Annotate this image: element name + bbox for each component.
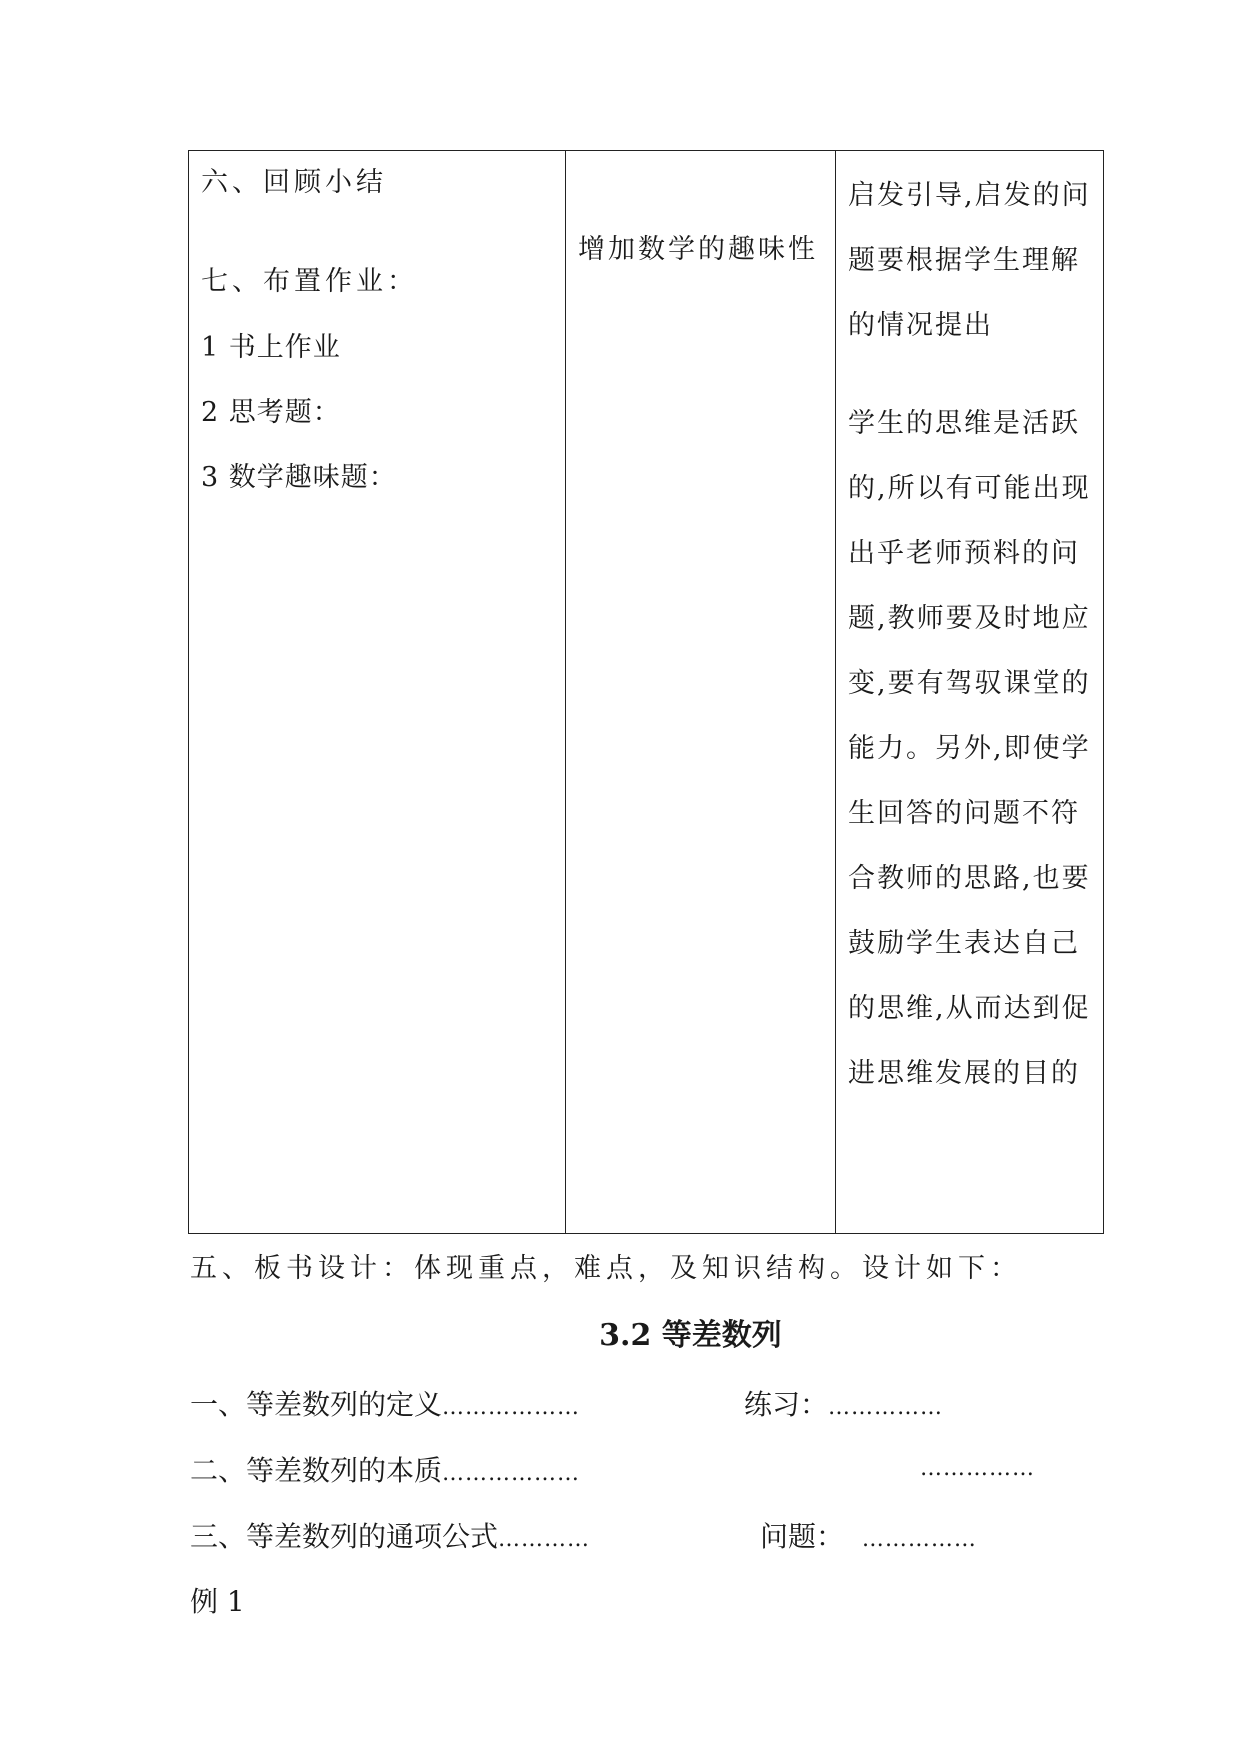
board-title: 3.2 等差数列 bbox=[599, 1318, 782, 1353]
board-row-1-right-label: 练习： bbox=[744, 1388, 829, 1421]
board-row-1-dots: ……………… bbox=[442, 1395, 581, 1420]
homework-line: 七、布置作业： bbox=[201, 266, 418, 297]
example-label: 例 1 bbox=[190, 1585, 245, 1618]
homework-item-3: 3 数学趣味题： bbox=[201, 462, 397, 493]
board-row-3-right-dots: …………… bbox=[861, 1527, 977, 1552]
board-row-2-left bbox=[190, 1449, 580, 1489]
purpose-cell bbox=[566, 151, 836, 1234]
board-row-1-label: 一、等差数列的定义 bbox=[190, 1388, 443, 1421]
board-design-intro: 五、板书设计：体现重点，难点，及知识结构。设计如下： bbox=[190, 1253, 1022, 1284]
board-row-1-right bbox=[744, 1383, 943, 1423]
board-row-3-left bbox=[190, 1515, 590, 1555]
board-row-3-right-label: 问题： bbox=[760, 1520, 845, 1553]
notes-paragraph-2: 学生的思维是活跃的,所以有可能出现出乎老师预料的问题,教师要及时地应变,要有驾驭课堂的能力。另外,即使学生回答的问题不符合教师的思路,也要鼓励学生表达自己的思维,从而达到促进思维发展的目的 bbox=[848, 408, 1091, 1089]
board-row-3-right bbox=[760, 1515, 977, 1555]
purpose-text: 增加数学的趣味性 bbox=[578, 234, 818, 265]
notes-paragraph-1: 启发引导,启发的问题要根据学生理解的情况提出 bbox=[848, 180, 1091, 341]
board-row-2-dots: ……………… bbox=[442, 1461, 581, 1486]
board-row-3-label: 三、等差数列的通项公式 bbox=[190, 1520, 499, 1553]
homework-item-1: 1 书上作业 bbox=[201, 332, 341, 363]
board-row-3-dots: ………… bbox=[498, 1527, 591, 1552]
homework-item-2: 2 思考题： bbox=[201, 397, 341, 428]
board-row-2-right bbox=[920, 1449, 1035, 1482]
board-row-1-left bbox=[190, 1383, 580, 1423]
board-row-2-right-dots: …………… bbox=[920, 1456, 1035, 1481]
review-summary-line: 六、回顾小结 bbox=[201, 167, 387, 198]
board-row-1-right-dots: …………… bbox=[828, 1395, 944, 1420]
activity-cell bbox=[189, 151, 566, 1234]
notes-cell bbox=[836, 151, 1104, 1234]
notes-gap bbox=[848, 358, 1093, 391]
board-row-2-label: 二、等差数列的本质 bbox=[190, 1454, 443, 1487]
lesson-plan-table bbox=[188, 150, 1104, 1234]
